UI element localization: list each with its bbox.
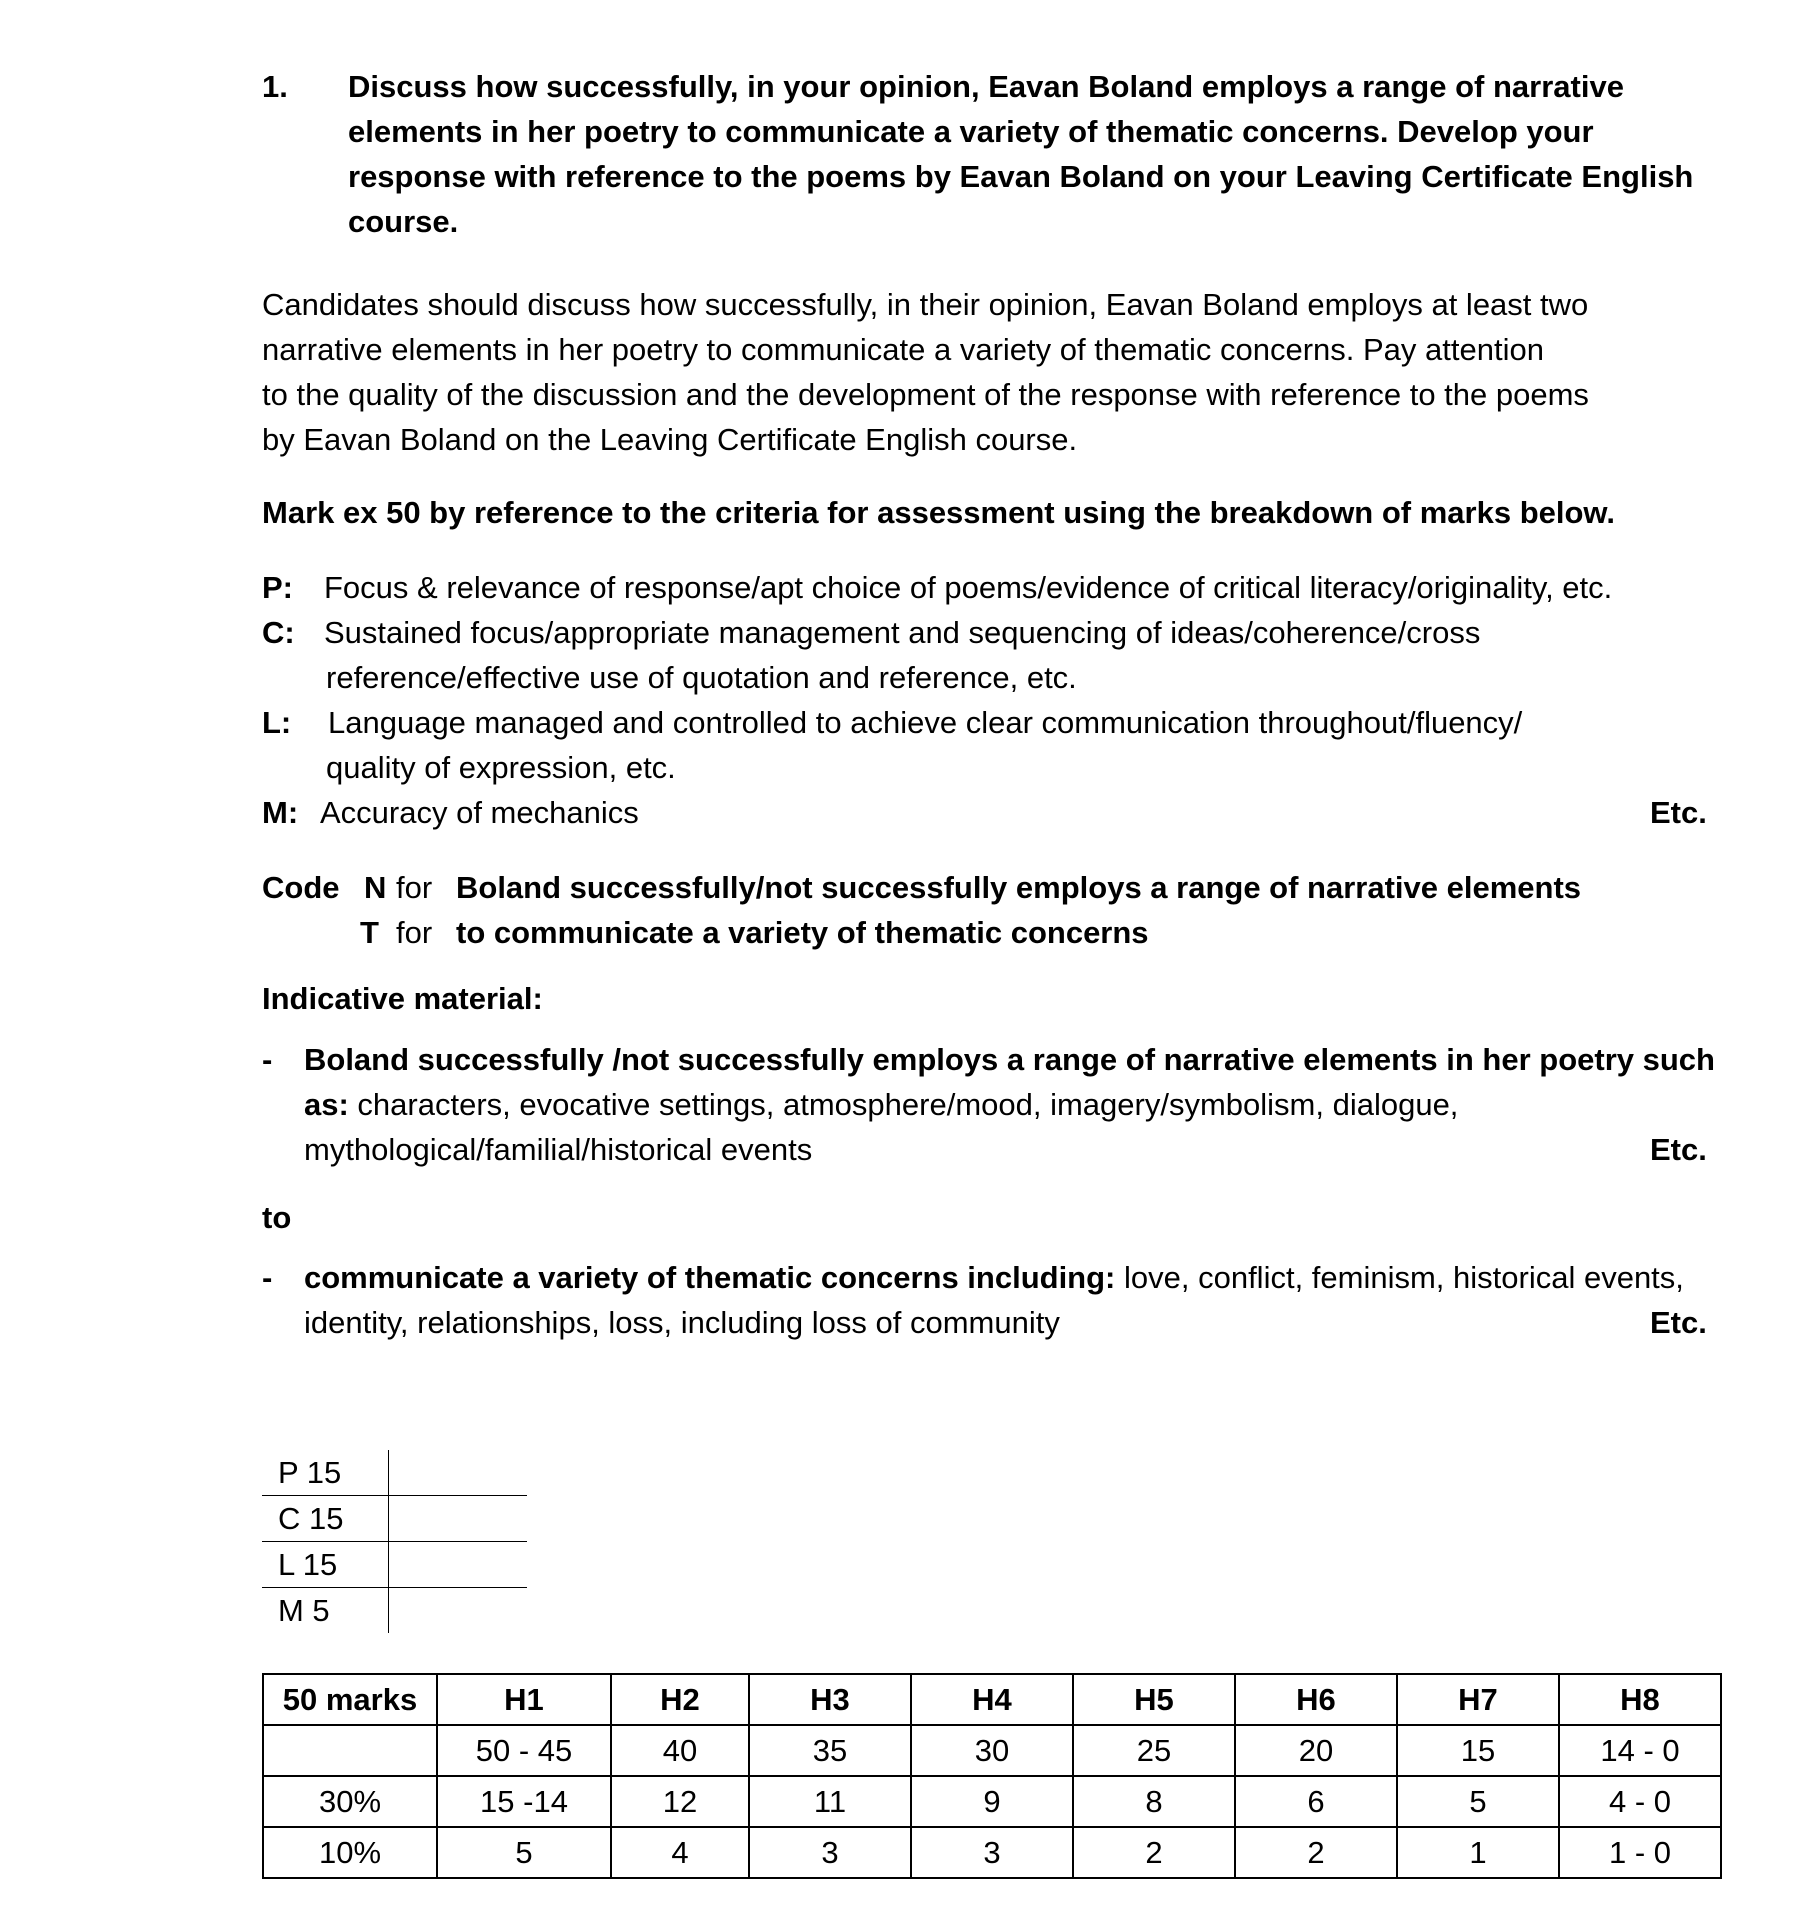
criterion-text: Sustained focus/appropriate management and sequencing of ideas/coherence/cross [324,615,1481,650]
grade-cell: 14 - 0 [1559,1725,1721,1776]
grade-cell: 1 [1397,1827,1559,1878]
bullet-2-line-2: identity, relationships, loss, including loss of community [304,1305,1060,1340]
grade-cell: 50 - 45 [437,1725,611,1776]
grade-row [263,1827,1721,1878]
breakdown-label: L 15 [262,1542,388,1588]
grade-cell: 25 [1073,1725,1235,1776]
grade-cell: 12 [611,1776,749,1827]
breakdown-value [388,1450,527,1496]
grade-band-table [262,1673,1722,1879]
breakdown-row [262,1542,527,1588]
criterion-text: Accuracy of mechanics [320,795,639,830]
code-for-word: for [396,870,433,905]
grade-cell [263,1725,437,1776]
grade-cell: 3 [749,1827,911,1878]
criterion-text: Language managed and controlled to achieve clear communication throughout/fluency/ [328,705,1523,740]
bullet-dash: - [262,1260,273,1295]
criterion-key: L: [262,705,292,740]
breakdown-value [388,1588,527,1634]
bullet-1-line-2 [304,1082,1458,1127]
grade-row [263,1725,1721,1776]
bullet-1-line-1: Boland successfully /not successfully employs a range of narrative elements in her poetry such [304,1042,1715,1077]
grade-header-cell: H6 [1235,1674,1397,1725]
grade-cell: 15 [1397,1725,1559,1776]
code-for-word: for [396,915,433,950]
grade-header-cell: H8 [1559,1674,1721,1725]
question-line: response with reference to the poems by Eavan Boland on your Leaving Certificate English [348,159,1694,194]
grade-cell: 2 [1073,1827,1235,1878]
code-n-letter: N [364,870,387,905]
code-n-text: Boland successfully/not successfully employs a range of narrative elements [456,870,1582,905]
grade-header-row [263,1674,1721,1725]
grade-cell: 3 [911,1827,1073,1878]
grade-cell: 9 [911,1776,1073,1827]
criterion-c-continued: reference/effective use of quotation and reference, etc. [326,660,1077,695]
code-t-text: to communicate a variety of thematic concerns [456,915,1149,950]
intro-line: by Eavan Boland on the Leaving Certificate English course. [262,422,1078,457]
question-number: 1. [262,69,288,104]
grade-cell: 20 [1235,1725,1397,1776]
grade-cell: 40 [611,1725,749,1776]
intro-line: narrative elements in her poetry to communicate a variety of thematic concerns. Pay attention [262,332,1544,367]
bullet-2-themes: love, conflict, feminism, historical events, [1115,1260,1684,1295]
grade-header-cell: H2 [611,1674,749,1725]
grade-header-cell: H5 [1073,1674,1235,1725]
bullet-1-line-3: mythological/familial/historical events [304,1132,813,1167]
connector-to: to [262,1200,292,1235]
grade-cell: 6 [1235,1776,1397,1827]
intro-line: to the quality of the discussion and the development of the response with reference to the poems [262,377,1589,412]
grade-cell: 2 [1235,1827,1397,1878]
criterion-l-continued: quality of expression, etc. [326,750,676,785]
intro-paragraph [262,282,1742,462]
grade-cell: 35 [749,1725,911,1776]
grade-cell: 30% [263,1776,437,1827]
breakdown-label: C 15 [262,1496,388,1542]
criterion-key: M: [262,795,299,830]
bullet-2-lead: communicate a variety of thematic concerns including: [304,1260,1116,1295]
grade-header-cell: H7 [1397,1674,1559,1725]
grade-cell: 1 - 0 [1559,1827,1721,1878]
criterion-key: P: [262,570,293,605]
grade-header-cell: H1 [437,1674,611,1725]
code-label: Code [262,870,340,905]
grade-header-cell: H3 [749,1674,911,1725]
intro-line: Candidates should discuss how successfully, in their opinion, Eavan Boland employs at least two [262,287,1589,322]
bullet-dash: - [262,1042,273,1077]
criterion-key: C: [262,615,295,650]
breakdown-value [388,1542,527,1588]
grade-header-cell: H4 [911,1674,1073,1725]
breakdown-row [262,1588,527,1634]
grade-cell: 5 [1397,1776,1559,1827]
bullet-2-etc: Etc. [1650,1305,1707,1340]
grade-cell: 5 [437,1827,611,1878]
breakdown-row [262,1450,527,1496]
grade-cell: 10% [263,1827,437,1878]
grade-cell: 15 -14 [437,1776,611,1827]
criteria-etc: Etc. [1650,795,1707,830]
code-t-letter: T [360,915,379,950]
indicative-heading: Indicative material: [262,981,543,1016]
question-line: Discuss how successfully, in your opinion, Eavan Boland employs a range of narrative [348,69,1624,104]
breakdown-row [262,1496,527,1542]
breakdown-label: M 5 [278,1592,330,1628]
grade-cell: 4 [611,1827,749,1878]
question-text [348,64,1728,244]
grade-cell: 11 [749,1776,911,1827]
grade-cell: 4 - 0 [1559,1776,1721,1827]
breakdown-label: P 15 [262,1450,388,1496]
mark-instruction: Mark ex 50 by reference to the criteria for assessment using the breakdown of marks below. [262,495,1615,530]
marks-breakdown-table [262,1450,527,1633]
breakdown-value [388,1496,527,1542]
bullet-1-as: as: [304,1087,349,1122]
criterion-text: Focus & relevance of response/apt choice of poems/evidence of critical literacy/originality, etc. [324,570,1613,605]
bullet-2-line-1 [304,1255,1684,1300]
bullet-1-etc: Etc. [1650,1132,1707,1167]
bullet-1-elements: characters, evocative settings, atmosphere/mood, imagery/symbolism, dialogue, [348,1087,1459,1122]
question-line: elements in her poetry to communicate a variety of thematic concerns. Develop your [348,114,1594,149]
grade-row [263,1776,1721,1827]
question-line: course. [348,204,459,239]
grade-header-cell: 50 marks [263,1674,437,1725]
grade-cell: 8 [1073,1776,1235,1827]
grade-cell: 30 [911,1725,1073,1776]
